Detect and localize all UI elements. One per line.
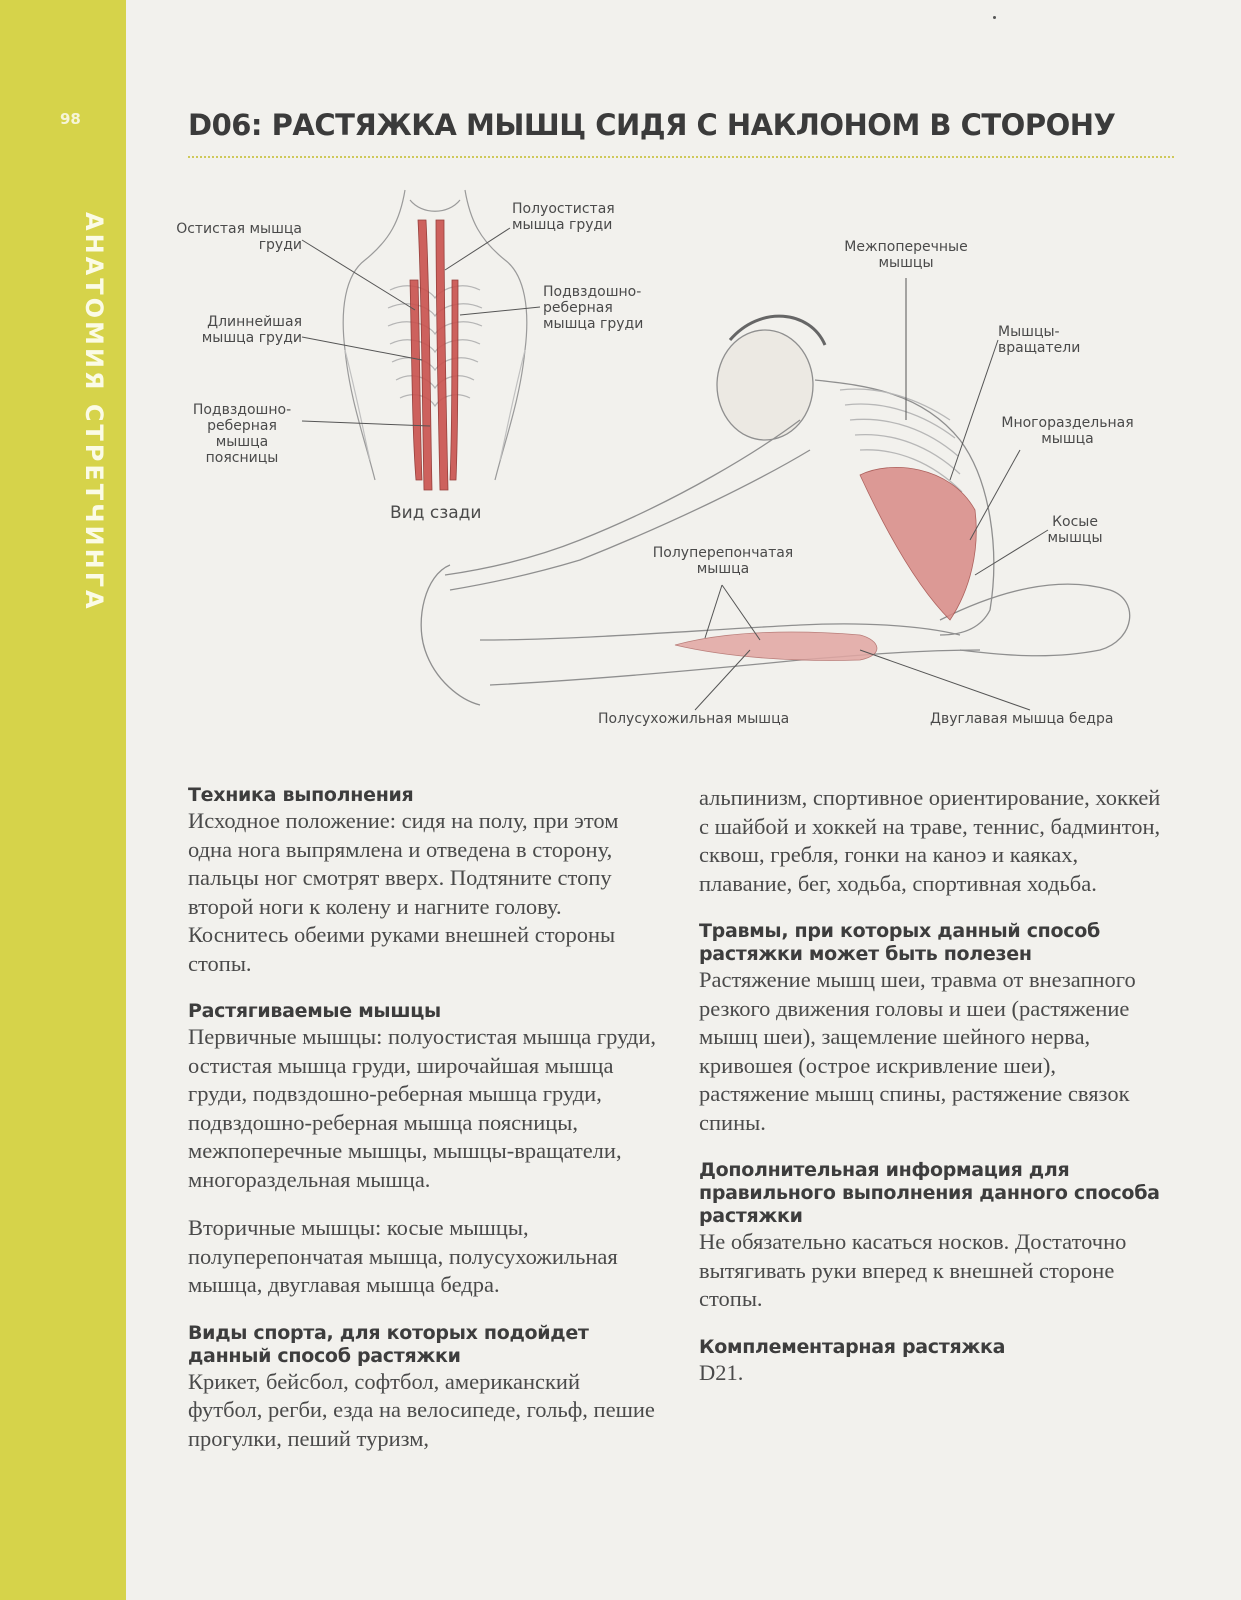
technique-text: Исходное положение: сидя на полу, при этом одна нога выпрямлена и отведена в сторону, пальцы ног смотрят вверх. Подтяните стопу второй ноги к колену и нагните голову. Коснитесь обеими руками внешней стороны стопы. xyxy=(188,808,619,976)
label-intertransversarii: Межпоперечные мышцы xyxy=(844,239,968,271)
sports-text-2: альпинизм, спортивное ориентирование, хоккей с шайбой и хоккей на траве, теннис, бадминтон, сквош, гребля, гонки на каноэ и каяках, плавание, бег, ходьба, спортивная ходьба. xyxy=(699,785,1161,896)
label-obliques: Косые мышцы xyxy=(1047,514,1103,546)
title-divider xyxy=(188,156,1174,158)
section-sidebar xyxy=(0,0,126,1600)
label-multifidus: Многораздельная мышца xyxy=(1001,415,1134,447)
oblique-muscles xyxy=(860,467,976,620)
muscles-heading: Растягиваемые мышцы xyxy=(188,1000,441,1022)
label-semitendinosus: Полусухожильная мышца xyxy=(598,711,790,727)
label-rotatores: Мышцы- вращатели xyxy=(998,324,1081,356)
left-column xyxy=(188,784,658,1453)
technique-heading: Техника выполнения xyxy=(188,784,414,806)
label-iliocostalis-thoracis: Подвздошно- реберная мышца груди xyxy=(543,284,644,332)
complementary-text: D21. xyxy=(699,1359,744,1385)
label-iliocostalis-lumborum: Подвздошно- реберная мышца поясницы xyxy=(192,402,292,466)
primary-muscles-text: Первичные мышцы: полуостистая мышца груди, остистая мышца груди, широчайшая мышца груди, подвздошно-реберная мышца груди, подвздошно-реберная мышца поясницы, межпоперечные мышцы, мышцы-вращатели, многораздельная мышца. xyxy=(188,1024,657,1192)
sports-heading: Виды спорта, для которых подойдет данный способ растяжки xyxy=(188,1321,589,1367)
spinal-muscles xyxy=(410,220,458,490)
page-title: D06: РАСТЯЖКА МЫШЦ СИДЯ С НАКЛОНОМ В СТОРОНУ xyxy=(188,108,1116,142)
back-view-caption: Вид сзади xyxy=(390,503,482,523)
page-number: 98 xyxy=(60,110,81,128)
label-semimembranosus: Полуперепончатая мышца xyxy=(652,545,794,577)
anatomy-illustration xyxy=(160,180,1160,750)
label-semispinalis: Полуостистая мышца груди xyxy=(512,201,615,233)
sports-text-1: Крикет, бейсбол, софтбол, американский футбол, регби, езда на велосипеде, гольф, пешие прогулки, пеший туризм, xyxy=(188,1368,655,1451)
section-title-vertical: АНАТОМИЯ СТРЕТЧИНГА xyxy=(80,212,108,612)
anatomy-figure xyxy=(160,180,1160,750)
extra-info-text: Не обязательно касаться носков. Достаточно вытягивать руки вперед к внешней стороне стопы. xyxy=(699,1229,1127,1311)
injuries-text: Растяжение мышц шеи, травма от внезапного резкого движения головы и шеи (растяжение мышц шеи), защемление шейного нерва, кривошея (острое искривление шеи), растяжение мышц спины, растяжение связок спины. xyxy=(699,967,1136,1135)
extra-info-heading: Дополнительная информация для правильного выполнения данного способа растяжки xyxy=(699,1159,1160,1227)
label-spinalis: Остистая мышца груди xyxy=(176,221,302,253)
right-column xyxy=(699,784,1169,1387)
label-biceps-femoris: Двуглавая мышца бедра xyxy=(930,711,1114,727)
injuries-heading: Травмы, при которых данный способ растяжки может быть полезен xyxy=(699,920,1100,965)
label-longissimus: Длиннейшая мышца груди xyxy=(201,314,302,346)
speck xyxy=(993,16,996,19)
complementary-heading: Комплементарная растяжка xyxy=(699,1335,1006,1358)
back-view-illustration xyxy=(343,190,527,480)
secondary-muscles-text: Вторичные мышцы: косые мышцы, полуперепончатая мышца, полусухожильная мышца, двуглавая мышца бедра. xyxy=(188,1215,618,1297)
